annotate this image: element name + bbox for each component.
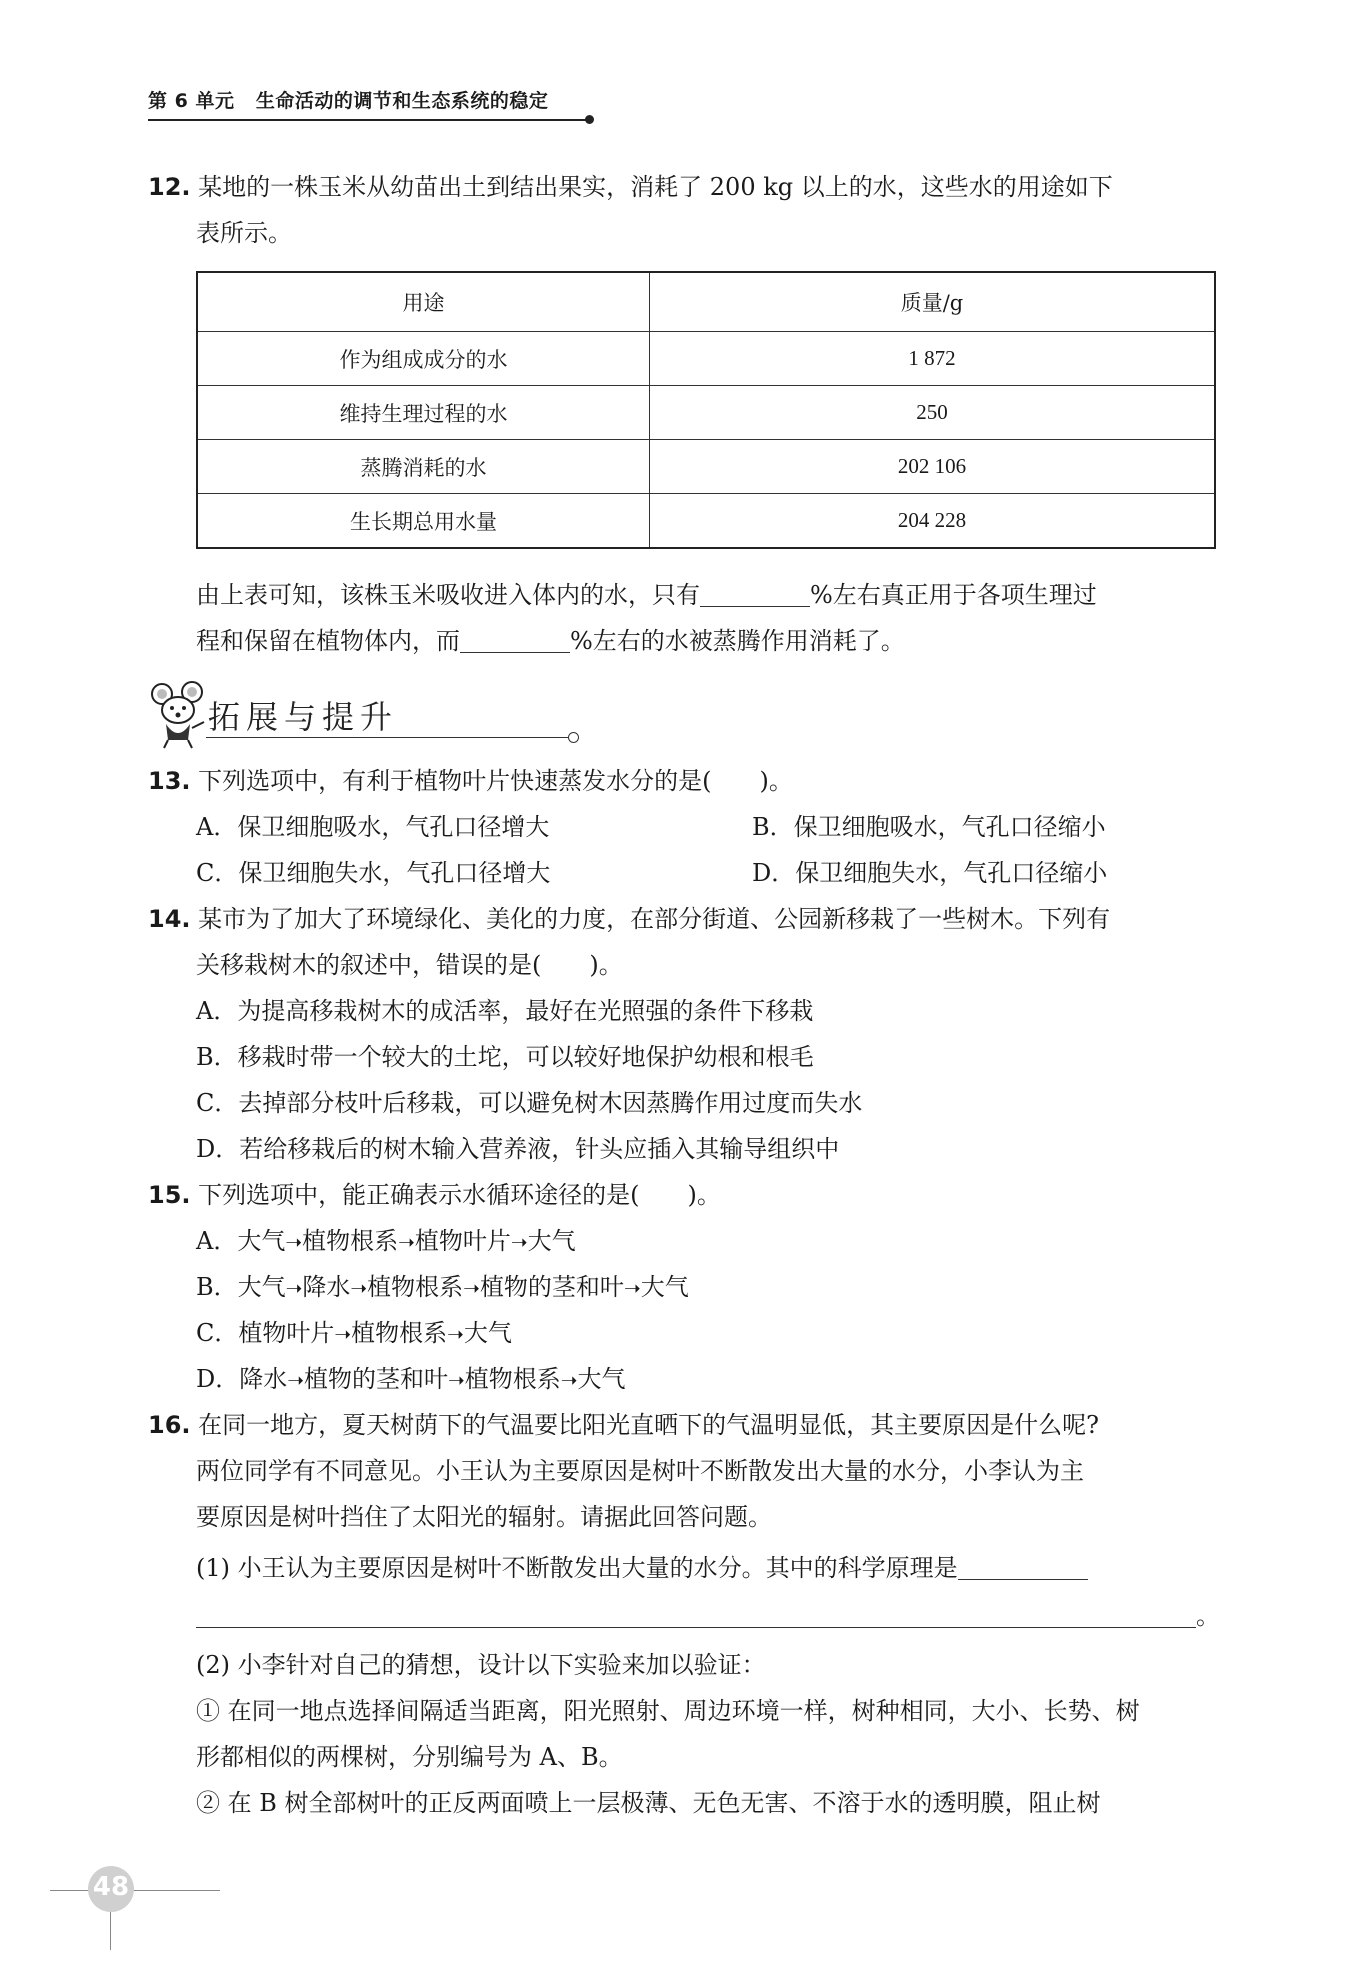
- section-banner: [148, 680, 448, 750]
- table-header-mass: 质量/g: [650, 272, 1216, 332]
- option-letter: A．: [196, 1227, 238, 1255]
- arrow-right-icon: ➝: [350, 1276, 368, 1300]
- cycle-step: 植物叶片: [414, 1227, 511, 1255]
- q13-option-d[interactable]: D．保卫细胞失水，气孔口径缩小: [752, 859, 1108, 887]
- arrow-right-icon: ➝: [448, 1368, 465, 1392]
- cycle-step: 降水: [239, 1365, 288, 1393]
- table-row: [197, 440, 1215, 494]
- arrow-right-icon: ➝: [463, 1276, 480, 1300]
- q12-conclusion-line2: 程和保留在植物体内，而 %左右的水被蒸腾作用消耗了。: [196, 618, 905, 664]
- answer-blank-3[interactable]: [958, 1549, 1088, 1580]
- answer-blank-2[interactable]: [460, 622, 570, 653]
- q12-line1: 12. 某地的一株玉米从幼苗出土到结出果实，消耗了 200 kg 以上的水，这些水的用途如下: [148, 173, 1113, 201]
- cycle-step: 大气: [237, 1227, 286, 1255]
- q12-line2: 表所示。: [196, 219, 292, 247]
- arrow-right-icon: ➝: [623, 1276, 641, 1300]
- answer-blank-4[interactable]: [196, 1597, 1196, 1628]
- arrow-right-icon: ➝: [285, 1276, 303, 1300]
- cycle-step: 大气: [527, 1227, 576, 1255]
- arrow-right-icon: ➝: [334, 1322, 352, 1346]
- banner-rule: [206, 737, 568, 738]
- q13-option-b[interactable]: B．保卫细胞吸水，气孔口径缩小: [752, 813, 1106, 841]
- table-cell-mass: 1 872: [650, 332, 1216, 386]
- option-letter: C．: [196, 1319, 239, 1347]
- cycle-step: 大气: [640, 1273, 689, 1301]
- q14-option-d[interactable]: D．若给移栽后的树木输入营养液，针头应插入其输导组织中: [196, 1135, 840, 1163]
- q14-option-b[interactable]: B．移栽时带一个较大的土坨，可以较好地保护幼根和根毛: [196, 1043, 814, 1071]
- option-letter: B．: [196, 1273, 238, 1301]
- header-dot: [585, 115, 594, 124]
- arrow-right-icon: ➝: [398, 1230, 415, 1254]
- q12-conclusion-line1: 由上表可知，该株玉米吸收进入体内的水，只有 %左右真正用于各项生理过: [196, 572, 1097, 618]
- option-letter: D．: [196, 1365, 240, 1393]
- q15-option-b[interactable]: [196, 1264, 689, 1311]
- table-cell-usage: 作为组成成分的水: [197, 332, 650, 386]
- cycle-step: 降水: [302, 1273, 351, 1301]
- water-usage-table: [196, 271, 1216, 549]
- q12-number: 12.: [148, 173, 191, 201]
- cycle-step: 植物根系: [351, 1319, 448, 1347]
- table-cell-mass: 250: [650, 386, 1216, 440]
- header-rule: [148, 119, 588, 121]
- q16-part1-line2: 。: [196, 1593, 1220, 1639]
- arrow-right-icon: ➝: [510, 1230, 528, 1254]
- running-header: [148, 86, 588, 113]
- cycle-step: 植物的茎和叶: [479, 1273, 624, 1301]
- q13-option-c[interactable]: C．保卫细胞失水，气孔口径增大: [196, 859, 551, 887]
- unit-label: 第 6 单元: [148, 90, 235, 112]
- q16-stem-line3: 要原因是树叶挡住了太阳光的辐射。请据此回答问题。: [196, 1503, 772, 1531]
- arrow-right-icon: ➝: [285, 1230, 303, 1254]
- q14-option-a[interactable]: A．为提高移栽树木的成活率，最好在光照强的条件下移栽: [196, 997, 814, 1025]
- q15-option-a[interactable]: [196, 1218, 576, 1265]
- cycle-step: 植物的茎和叶: [304, 1365, 449, 1393]
- q15-option-d[interactable]: [196, 1356, 626, 1403]
- page-number: 48: [92, 1872, 130, 1902]
- table-header-row: [197, 272, 1215, 332]
- cycle-step: 植物根系: [464, 1365, 561, 1393]
- q16-number: 16.: [148, 1411, 191, 1439]
- arrow-right-icon: ➝: [560, 1368, 578, 1392]
- table-cell-usage: 生长期总用水量: [197, 494, 650, 549]
- cycle-step: 植物叶片: [238, 1319, 335, 1347]
- q14-stem-line1: 14. 某市为了加大了环境绿化、美化的力度，在部分街道、公园新移栽了一些树木。下列有: [148, 905, 1111, 933]
- q14-number: 14.: [148, 905, 191, 933]
- q13-stem: 13. 下列选项中，有利于植物叶片快速蒸发水分的是( )。: [148, 767, 793, 795]
- q16-step2-line1: ② 在 B 树全部树叶的正反两面喷上一层极薄、无色无害、不溶于水的透明膜，阻止树: [196, 1789, 1101, 1817]
- page-number-rule: [50, 1890, 220, 1891]
- table-row: [197, 494, 1215, 549]
- q16-stem-line2: 两位同学有不同意见。小王认为主要原因是树叶不断散发出大量的水分，小李认为主: [196, 1457, 1084, 1485]
- table-header-usage: 用途: [197, 272, 650, 332]
- q15-stem: 15. 下列选项中，能正确表示水循环途径的是( )。: [148, 1181, 721, 1209]
- q13-number: 13.: [148, 767, 191, 795]
- mouse-mascot-icon: [148, 680, 208, 750]
- arrow-right-icon: ➝: [447, 1322, 464, 1346]
- table-cell-mass: 204 228: [650, 494, 1216, 549]
- q16-step1-line2: 形都相似的两棵树，分别编号为 A、B。: [196, 1743, 623, 1771]
- q16-step1-line1: ① 在同一地点选择间隔适当距离，阳光照射、周边环境一样，树种相同，大小、长势、树: [196, 1697, 1140, 1725]
- arrow-right-icon: ➝: [287, 1368, 305, 1392]
- cycle-step: 大气: [463, 1319, 512, 1347]
- cycle-step: 植物根系: [302, 1227, 399, 1255]
- cycle-step: 大气: [577, 1365, 626, 1393]
- cycle-step: 植物根系: [367, 1273, 464, 1301]
- q16-stem-line1: 16. 在同一地方，夏天树荫下的气温要比阳光直晒下的气温明显低，其主要原因是什么呢?: [148, 1411, 1100, 1439]
- cycle-step: 大气: [237, 1273, 286, 1301]
- q15-number: 15.: [148, 1181, 191, 1209]
- table-cell-mass: 202 106: [650, 440, 1216, 494]
- unit-title: 生命活动的调节和生态系统的稳定: [255, 90, 549, 112]
- q14-stem-line2: 关移栽树木的叙述中，错误的是( )。: [196, 951, 623, 979]
- answer-blank-1[interactable]: [700, 576, 810, 607]
- q13-option-a[interactable]: A．保卫细胞吸水，气孔口径增大: [196, 813, 550, 841]
- q16-part2: (2) 小李针对自己的猜想，设计以下实验来加以验证：: [196, 1651, 766, 1679]
- section-title: 拓展与提升: [208, 698, 399, 736]
- table-cell-usage: 维持生理过程的水: [197, 386, 650, 440]
- banner-circle: [568, 732, 579, 743]
- q14-option-c[interactable]: C．去掉部分枝叶后移栽，可以避免树木因蒸腾作用过度而失水: [196, 1089, 863, 1117]
- table-row: [197, 386, 1215, 440]
- q16-part1: (1) 小王认为主要原因是树叶不断散发出大量的水分。其中的科学原理是: [196, 1545, 1088, 1591]
- table-cell-usage: 蒸腾消耗的水: [197, 440, 650, 494]
- table-row: [197, 332, 1215, 386]
- q15-option-c[interactable]: [196, 1310, 512, 1357]
